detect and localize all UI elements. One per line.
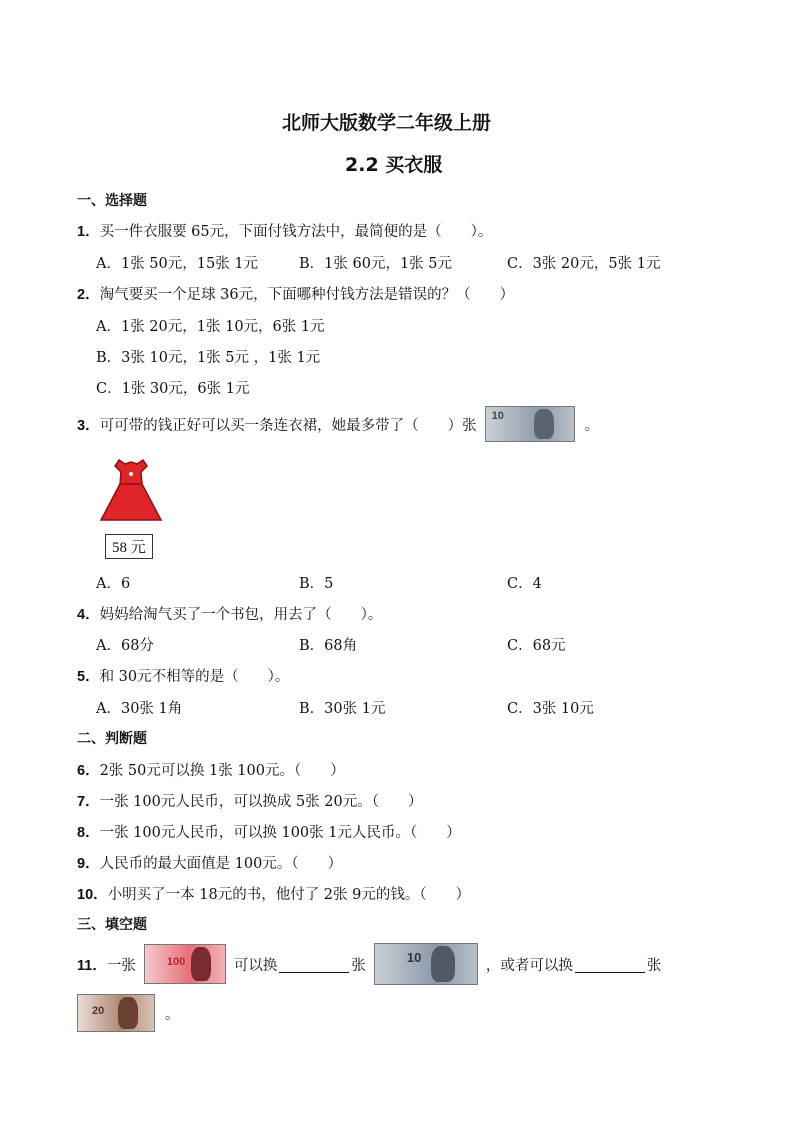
question-text: 张 [646, 957, 662, 974]
section-heading-judgement: 二、判断题 [77, 731, 147, 747]
option-c: C．3张 20元，5张 1元 [507, 256, 661, 272]
question-text-end: 。 [584, 417, 600, 434]
question-3 [77, 406, 599, 442]
price-tag [105, 534, 153, 559]
note-value: 10 [491, 410, 504, 422]
question-1 [77, 220, 492, 241]
question-11 [77, 943, 661, 985]
question-6 [77, 759, 345, 780]
question-text: 可可带的钱正好可以买一条连衣裙，她最多带了（ ）张 [99, 417, 477, 434]
question-number: 1． [77, 224, 100, 240]
note-value: 10 [406, 950, 422, 965]
answer-blank-2[interactable] [575, 956, 645, 973]
question-text: 一张 100元人民币，可以换成 5张 20元。（ ） [99, 794, 423, 810]
hundred-yuan-note-image [144, 944, 226, 984]
price-text: 58 元 [112, 540, 146, 556]
question-text: 人民币的最大面值是 100元。（ ） [99, 856, 343, 872]
option-b: B．3张 10元，1张 5元 ，1张 1元 [96, 350, 321, 366]
option-b: B．5 [299, 576, 334, 592]
question-number: 11． [77, 957, 107, 974]
question-number: 9． [77, 856, 100, 872]
question-11-continued [77, 994, 180, 1032]
question-number: 7． [77, 794, 100, 810]
option-a: A．6 [96, 576, 131, 592]
dress-illustration [95, 456, 167, 528]
answer-blank-1[interactable] [279, 956, 349, 973]
option-b: B．1张 60元，1张 5元 [299, 256, 452, 272]
option-a: A．68分 [96, 638, 154, 654]
question-text: 一张 [106, 957, 136, 974]
page-subtitle: 2.2 买衣服 [345, 154, 443, 176]
dress-icon [95, 456, 167, 528]
question-5 [77, 665, 289, 686]
option-c: C．3张 10元 [507, 701, 594, 717]
ten-yuan-note-image [374, 943, 478, 985]
option-b: B．30张 1元 [299, 701, 386, 717]
question-text: 妈妈给淘气买了一个书包，用去了（ ）。 [99, 607, 383, 623]
page-title: 北师大版数学二年级上册 [282, 112, 492, 134]
question-text: 一张 100元人民币，可以换 100张 1元人民币。（ ） [99, 825, 461, 841]
question-2 [77, 283, 514, 304]
question-10 [77, 883, 470, 904]
question-text: 淘气要买一个足球 36元，下面哪种付钱方法是错误的？（ ） [99, 287, 515, 303]
question-text: 买一件衣服要 65元，下面付钱方法中，最简便的是（ ）。 [99, 224, 493, 240]
question-text: 张 [351, 957, 366, 974]
question-number: 6． [77, 763, 100, 779]
question-number: 3． [77, 417, 100, 434]
question-9 [77, 852, 342, 873]
twenty-yuan-note-image [77, 994, 155, 1032]
question-number: 8． [77, 825, 100, 841]
question-text: 2张 50元可以换 1张 100元。（ ） [99, 763, 345, 779]
option-c: C．68元 [507, 638, 566, 654]
section-heading-fill-in: 三、填空题 [77, 917, 147, 933]
option-a: A．1张 20元，1张 10元，6张 1元 [96, 319, 325, 335]
section-heading-choice: 一、选择题 [77, 193, 147, 209]
option-b: B．68角 [299, 638, 358, 654]
note-value: 20 [92, 1005, 105, 1017]
question-number: 2． [77, 287, 100, 303]
option-a: A．30张 1角 [96, 701, 183, 717]
question-text: 可以换 [233, 957, 278, 974]
ten-yuan-note-image [485, 406, 575, 442]
question-number: 10． [77, 887, 108, 903]
option-c: C．4 [507, 576, 542, 592]
option-c: C．1张 30元，6张 1元 [96, 381, 250, 397]
question-text: 和 30元不相等的是（ ）。 [99, 669, 290, 685]
question-7 [77, 790, 423, 811]
note-value: 100 [166, 956, 186, 968]
question-number: 5． [77, 669, 100, 685]
question-4 [77, 603, 382, 624]
option-a: A．1张 50元，15张 1元 [96, 256, 259, 272]
question-number: 4． [77, 607, 100, 623]
question-text: 小明买了一本 18元的书，他付了 2张 9元的钱。（ ） [107, 887, 471, 903]
question-text-end: 。 [165, 1006, 180, 1023]
question-8 [77, 821, 461, 842]
question-text: ，或者可以换 [485, 957, 573, 974]
